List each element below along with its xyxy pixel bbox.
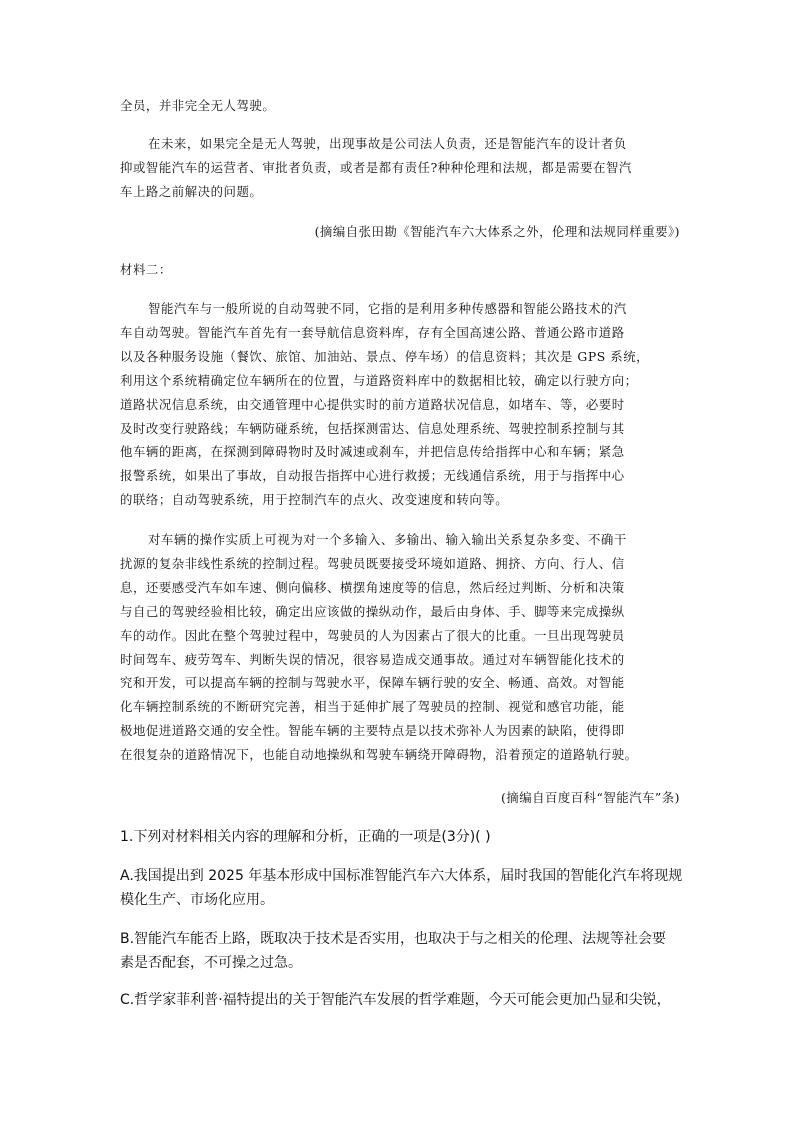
text-line: 及时改变行驶路线；车辆防碰系统，包括探测雷达、信息处理系统、驾驶控制系控制与其 <box>120 420 625 436</box>
text-line: 息，还要感受汽车如车速、侧向偏移、横摆角速度等的信息，然后经过判断、分析和决策 <box>120 579 625 595</box>
text-line: 在很复杂的道路情况下，也能自动地操纵和驾驶车辆绕开障碍物，沿着预定的道路轨行驶。 <box>120 747 638 763</box>
question-1-option-a <box>120 864 685 912</box>
text-line: 对车辆的操作实质上可视为对一个多输入、多输出、输入输出关系复杂多变、不确干 <box>148 532 627 547</box>
material1-closing-paragraph <box>120 94 680 118</box>
text-line: 他车辆的距离，在探测到障碍物时及时减速或刹车，并把信息传给指挥中心和车辆；紧急 <box>120 444 625 460</box>
option-line: 模化生产、市场化应用。 <box>120 892 274 908</box>
text-line: 化车辆控制系统的不断研究完善，相当于延伸扩展了驾驶员的控制、视觉和感官功能，能 <box>120 699 625 715</box>
text-line: 的联络；自动驾驶系统，用于控制汽车的点火、改变速度和转向等。 <box>120 492 509 508</box>
text-line: 极地促进道路交通的安全性。智能车辆的主要特点是以技术弥补人为因素的缺陷，使得即 <box>120 723 625 739</box>
material2-paragraph-2 <box>120 528 680 767</box>
option-line: A.我国提出到 2025 年基本形成中国标准智能汽车六大体系，届时我国的智能化汽车将现规 <box>120 868 683 884</box>
text-line: 扰源的复杂非线性系统的控制过程。驾驶员既要接受环境如道路、拥挤、方向、行人、信 <box>120 555 625 571</box>
question-stem: 1.下列对材料相关内容的理解和分析，正确的一项是(3分)( ) <box>120 829 491 845</box>
text-line: 报警系统，如果出了事故，自动报告指挥中心进行救援；无线通信系统，用于与指挥中心 <box>120 468 625 484</box>
material1-source-citation: (摘编自张田勘《智能汽车六大体系之外，伦理和法规同样重要》) <box>314 224 680 239</box>
material2-source-citation: (摘编自百度百科“智能汽车”条) <box>500 790 680 805</box>
option-line: C.哲学家菲利普·福特提出的关于智能汽车发展的哲学难题，今天可能会更加凸显和尖锐， <box>120 992 671 1008</box>
text-line: 以及各种服务设施（餐饮、旅馆、加油站、景点、停车场）的信息资料；其次是 GPS 系统， <box>120 348 650 364</box>
text-line: 智能汽车与一般所说的自动驾驶不同，它指的是利用多种传感器和智能公路技术的汽 <box>148 301 627 316</box>
text-line: 道路状况信息系统，由交通管理中心提供实时的前方道路状况信息，如堵车、等，必要时 <box>120 396 625 412</box>
material2-paragraph-1 <box>120 297 680 512</box>
text-line: 全员，并非完全无人驾驶。 <box>120 98 276 113</box>
option-line: B.智能汽车能否上路，既取决于技术是否实用，也取决于与之相关的伦理、法规等社会要 <box>120 931 667 947</box>
text-line: 在未来，如果完全是无人驾驶，出现事故是公司法人负责，还是智能汽车的设计者负 <box>148 136 627 151</box>
text-line: 究和开发，可以提高车辆的控制与驾驶水平，保障车辆行驶的安全、畅通、高效。对智能 <box>120 675 625 691</box>
question-1-option-b <box>120 927 685 975</box>
text-line: 时间驾车、疲劳驾车、判断失误的情况，很容易造成交通事故。通过对车辆智能化技术的 <box>120 651 625 667</box>
material2-heading <box>120 258 680 282</box>
option-line: 素是否配套，不可操之过急。 <box>120 955 302 971</box>
question-1-stem <box>120 825 685 849</box>
question-1-option-c <box>120 988 685 1012</box>
material1-future-paragraph <box>120 132 680 204</box>
text-line: 车上路之前解决的问题。 <box>120 183 263 199</box>
text-line: 利用这个系统精确定位车辆所在的位置，与道路资料库中的数据相比较，确定以行驶方向； <box>120 372 638 388</box>
text-line: 与自己的驾驶经验相比较，确定出应该做的操纵动作，最后由身体、手、脚等来完成操纵 <box>120 603 625 619</box>
text-line: 抑或智能汽车的运营者、审批者负责，或者是都有责任?种种伦理和法规，都是需要在智汽 <box>120 159 632 175</box>
text-line: 车的动作。因此在整个驾驶过程中，驾驶员的人为因素占了很大的比重。一旦出现驾驶员 <box>120 627 625 643</box>
section-heading: 材料二： <box>120 262 172 277</box>
text-line: 车自动驾驶。智能汽车首先有一套导航信息资料库，存有全国高速公路、普通公路市道路 <box>120 324 625 340</box>
